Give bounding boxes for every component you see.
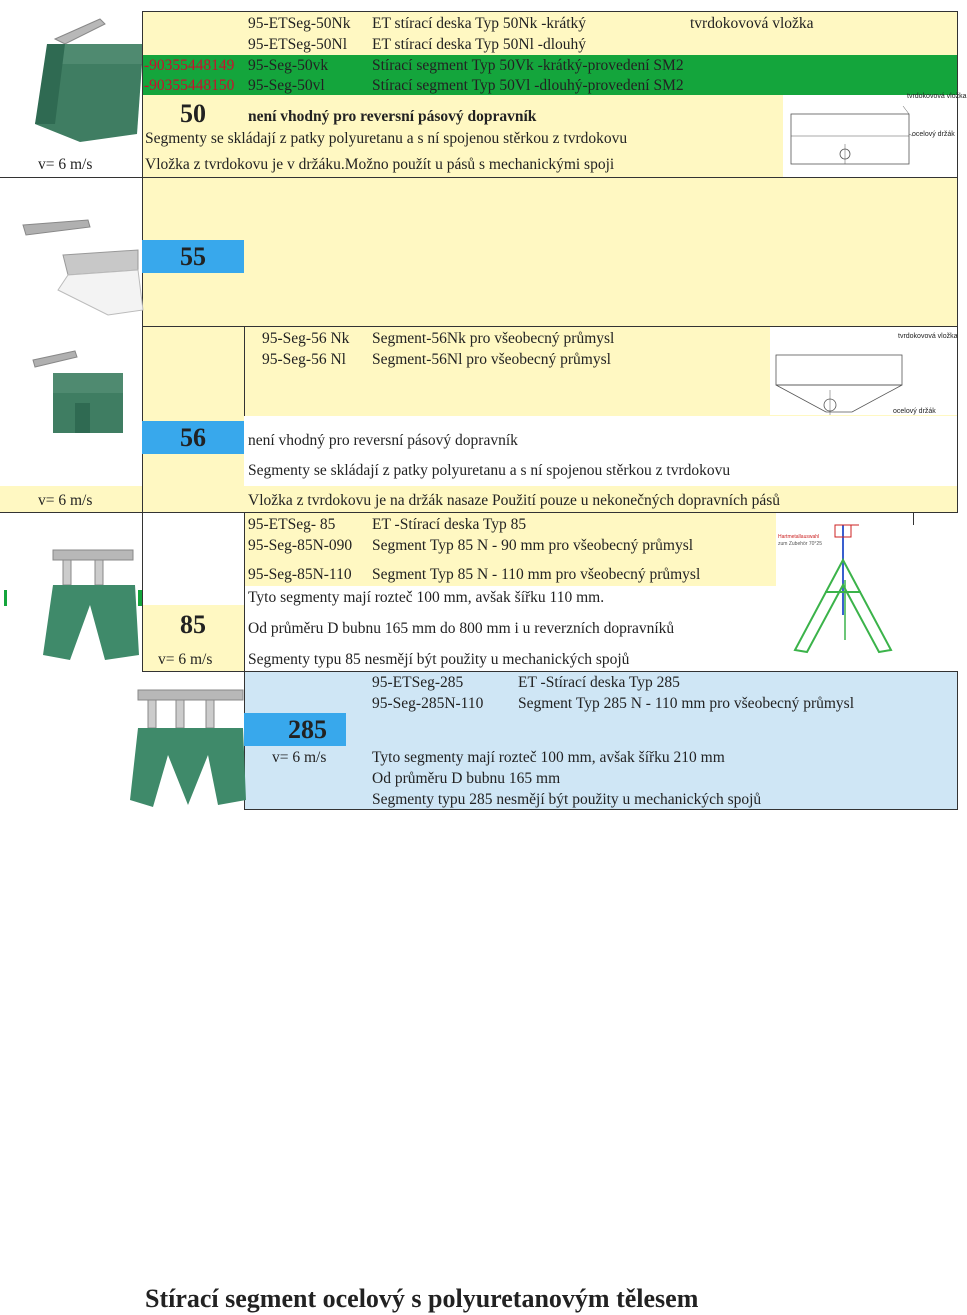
s285-speed: v= 6 m/s [272, 749, 327, 766]
s50-row2-desc: ET stírací deska Typ 50Nl -dlouhý [372, 36, 587, 53]
s50-note2: Vložka z tvrdokovu je v držáku.Možno použít u pásů s mechanickými spoji [145, 156, 615, 173]
s56-type-number: 56 [180, 423, 206, 452]
s285-type-number: 285 [288, 715, 327, 744]
s50-row4-desc: Stírací segment Typ 50Vl -dlouhý-provedení SM2 [372, 77, 684, 94]
s50-drawing-label-mid: ocelový držák [912, 131, 955, 138]
s50-row4-code: -90355448150 [144, 77, 235, 94]
s85-row1-desc: ET -Stírací deska Typ 85 [372, 516, 527, 533]
s85-row1-part: 95-ETSeg- 85 [248, 516, 336, 533]
s56-row2-part: 95-Seg-56 Nl [262, 351, 346, 368]
scraper-50-image [25, 14, 145, 154]
s55-panel [142, 178, 957, 326]
s50-row1-extra: tvrdokovová vložka [690, 15, 814, 32]
s85-note1: Tyto segmenty mají rozteč 100 mm, avšak šířku 110 mm. [248, 589, 605, 606]
s85-speed: v= 6 m/s [158, 651, 213, 668]
s50-warning: není vhodný pro reversní pásový dopravník [248, 108, 537, 125]
s285-row2-desc: Segment Typ 285 N - 110 mm pro všeobecný průmysl [518, 695, 855, 712]
s56-row1-part: 95-Seg-56 Nk [262, 330, 350, 347]
s85-drawing-label-1: Hartmetallauswahl [778, 534, 820, 540]
s85-drawing-label-2: zum Zubehör 70°25 [778, 541, 822, 547]
scraper-55-image [18, 215, 143, 320]
scraper-285-image [128, 685, 248, 810]
scraper-85-image [35, 545, 145, 665]
s50-row4-part: 95-Seg-50vl [248, 77, 325, 94]
s56-row1-desc: Segment-56Nk pro všeobecný průmysl [372, 330, 615, 347]
s56-note2: Vložka z tvrdokovu je na držák nasaze Použití pouze u nekonečných dopravních pásů [248, 492, 780, 509]
s50-row2-part: 95-ETSeg-50Nl [248, 36, 348, 53]
s285-note3: Segmenty typu 285 nesmějí být použity u mechanických spojů [372, 791, 762, 808]
s50-row3-code: -90355448149 [144, 57, 235, 74]
s285-note1: Tyto segmenty mají rozteč 100 mm, avšak šířku 210 mm [372, 749, 725, 766]
s285-row1-part: 95-ETSeg-285 [372, 674, 464, 691]
s56-left-col [142, 326, 244, 512]
s50-row1-part: 95-ETSeg-50Nk [248, 15, 351, 32]
s85-row3-part: 95-Seg-85N-110 [248, 566, 352, 583]
s85-row2-part: 95-Seg-85N-090 [248, 537, 353, 554]
s50-drawing-label-top: tvrdokovová vložka [907, 93, 967, 100]
s56-note1: Segmenty se skládají z patky polyuretanu a s ní spojenou stěrkou z tvrdokovu [248, 462, 731, 479]
s50-row3-desc: Stírací segment Typ 50Vk -krátký-provedení SM2 [372, 57, 684, 74]
s285-row2-part: 95-Seg-285N-110 [372, 695, 484, 712]
s85-green-tick-left [4, 590, 7, 606]
s56-warning: není vhodný pro reversní pásový dopravník [248, 432, 518, 449]
scraper-56-image [25, 345, 125, 435]
s56-technical-drawing [772, 330, 922, 415]
s85-row3-desc: Segment Typ 85 N - 110 mm pro všeobecný průmysl [372, 566, 701, 583]
s56-drawing-label-bottom: ocelový držák [893, 408, 936, 415]
page-footer-title: Stírací segment ocelový s polyuretanovým tělesem [145, 1284, 699, 1313]
s85-row2-desc: Segment Typ 85 N - 90 mm pro všeobecný průmysl [372, 537, 694, 554]
s50-speed: v= 6 m/s [38, 156, 93, 173]
s55-type-number: 55 [180, 242, 206, 271]
s50-row1-desc: ET stírací deska Typ 50Nk -krátký [372, 15, 587, 32]
s85-type-number: 85 [180, 610, 206, 639]
s85-note2: Od průměru D bubnu 165 mm do 800 mm i u reverzních dopravníků [248, 620, 675, 637]
s285-note2: Od průměru D bubnu 165 mm [372, 770, 561, 787]
s50-type-number: 50 [180, 99, 206, 128]
s50-note1: Segmenty se skládají z patky polyuretanu a s ní spojenou stěrkou z tvrdokovu [145, 130, 628, 147]
s285-row1-desc: ET -Stírací deska Typ 285 [518, 674, 680, 691]
s56-drawing-label-top: tvrdokovová vložka [898, 333, 958, 340]
s56-speed: v= 6 m/s [38, 492, 93, 509]
s85-note3: Segmenty typu 85 nesmějí být použity u mechanických spojů [248, 651, 630, 668]
s50-row3-part: 95-Seg-50vk [248, 57, 329, 74]
s56-row2-desc: Segment-56Nl pro všeobecný průmysl [372, 351, 611, 368]
